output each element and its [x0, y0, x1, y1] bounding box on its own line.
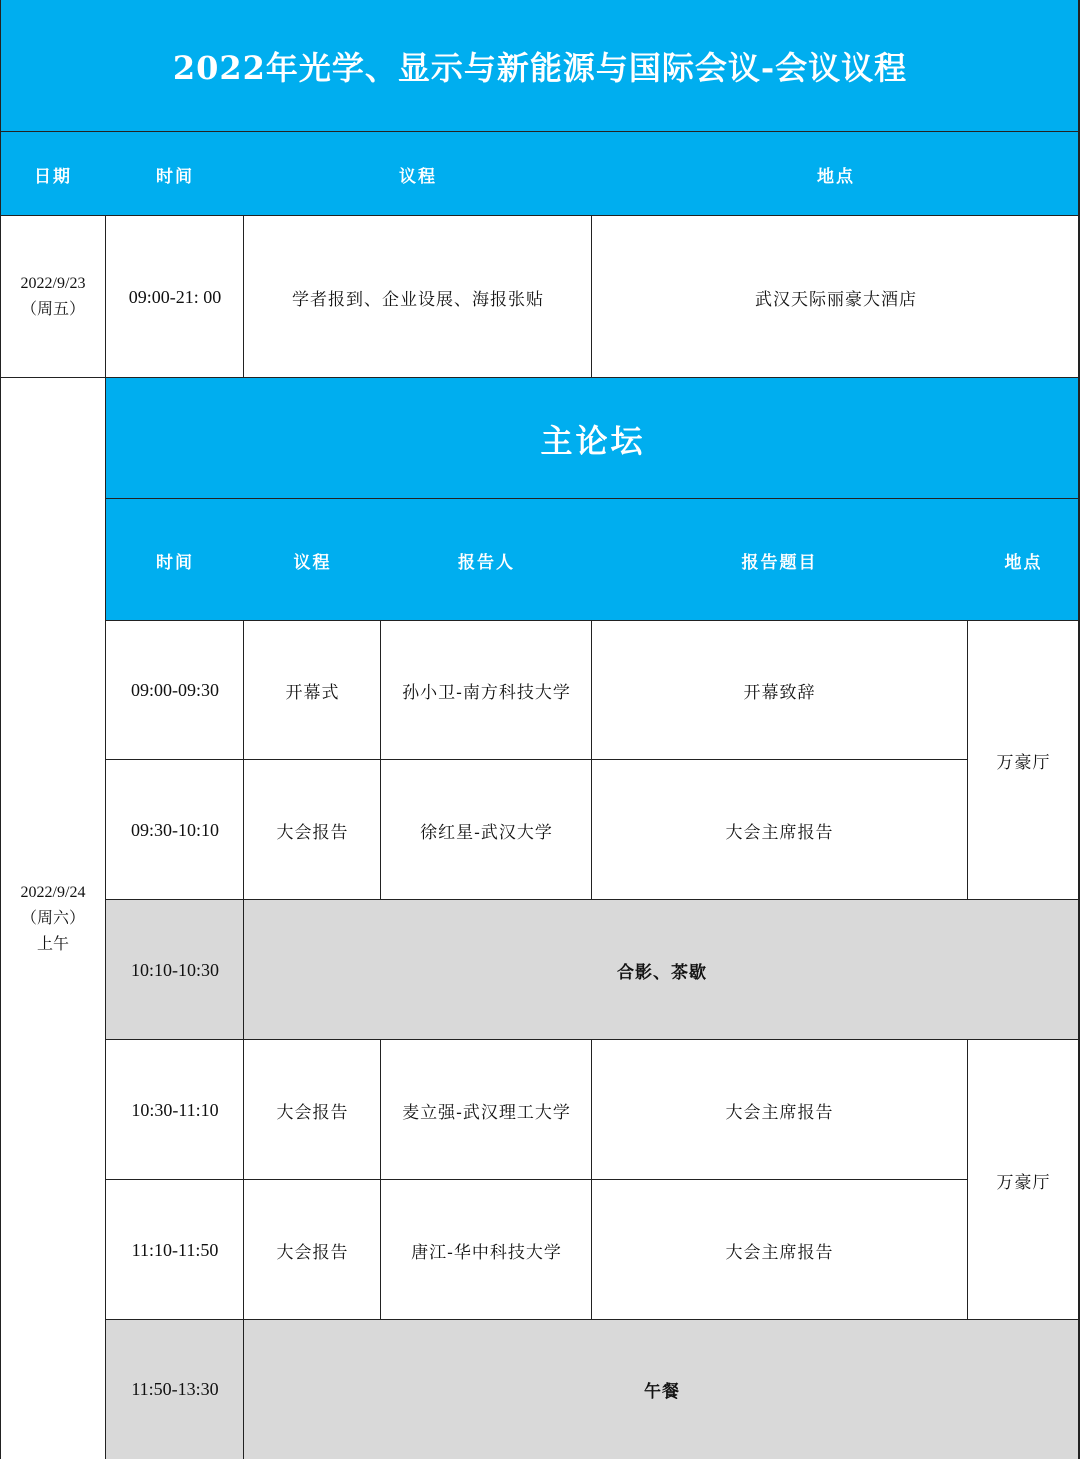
table-row-topic: 大会主席报告 — [725, 1102, 834, 1123]
page-title: 2022年光学、显示与新能源与国际会议-会议议程 — [172, 49, 908, 87]
table-row-time: 11:10-11:50 — [131, 1239, 219, 1260]
forum-header-speaker: 报告人 — [458, 552, 515, 573]
forum-header-topic: 报告题目 — [741, 552, 818, 573]
header-agenda: 议程 — [399, 166, 437, 187]
forum-header-agenda: 议程 — [293, 552, 332, 573]
day2-date — [0, 378, 106, 1459]
day2-date-line2: （周六） — [20, 909, 85, 927]
table-row-speaker: 徐红星-武汉大学 — [420, 822, 553, 843]
venue-group-1: 万豪厅 — [996, 753, 1051, 773]
day1-date-line2: （周五） — [20, 301, 85, 318]
table-row-time: 10:10-10:30 — [131, 959, 219, 980]
table-row-time: 09:00-09:30 — [131, 680, 219, 700]
table-row-speaker: 麦立强-武汉理工大学 — [402, 1102, 571, 1123]
table-row-agenda: 大会报告 — [276, 1102, 349, 1123]
table-row-topic: 大会主席报告 — [725, 1242, 834, 1263]
day2-date-line1: 2022/9/24 — [20, 883, 86, 901]
day1-venue: 武汉天际丽豪大酒店 — [755, 289, 917, 310]
header-date: 日期 — [34, 166, 72, 187]
forum-header-row — [106, 499, 1080, 621]
forum-header-time: 时间 — [156, 552, 194, 573]
title-banner — [0, 0, 1080, 132]
day1-date-line1: 2022/9/23 — [20, 275, 86, 292]
forum-title: 主论坛 — [540, 421, 646, 460]
day1-time: 09:00-21: 00 — [128, 286, 222, 307]
top-header-row — [0, 132, 1080, 216]
break-label: 合影、茶歇 — [617, 962, 707, 983]
forum-banner — [106, 378, 1080, 499]
break-label: 午餐 — [644, 1382, 680, 1402]
table-row-time: 11:50-13:30 — [131, 1379, 219, 1399]
day1-agenda: 学者报到、企业设展、海报张贴 — [292, 289, 544, 310]
table-row-time: 10:30-11:10 — [131, 1099, 219, 1120]
forum-header-venue: 地点 — [1004, 552, 1043, 573]
table-row-speaker: 孙小卫-南方科技大学 — [402, 683, 571, 703]
table-row-topic: 大会主席报告 — [725, 822, 834, 843]
venue-group-2: 万豪厅 — [996, 1172, 1051, 1193]
table-row-time: 09:30-10:10 — [131, 819, 219, 840]
table-row-topic: 开幕致辞 — [743, 683, 816, 703]
table-row-speaker: 唐江-华中科技大学 — [411, 1242, 562, 1263]
day1-date — [0, 216, 106, 378]
header-time: 时间 — [156, 166, 194, 187]
day2-date-line3: 上午 — [36, 935, 69, 953]
table-row-agenda: 开幕式 — [285, 683, 340, 703]
table-row-agenda: 大会报告 — [276, 822, 349, 843]
table-row-agenda: 大会报告 — [276, 1242, 349, 1263]
header-venue: 地点 — [817, 166, 855, 187]
